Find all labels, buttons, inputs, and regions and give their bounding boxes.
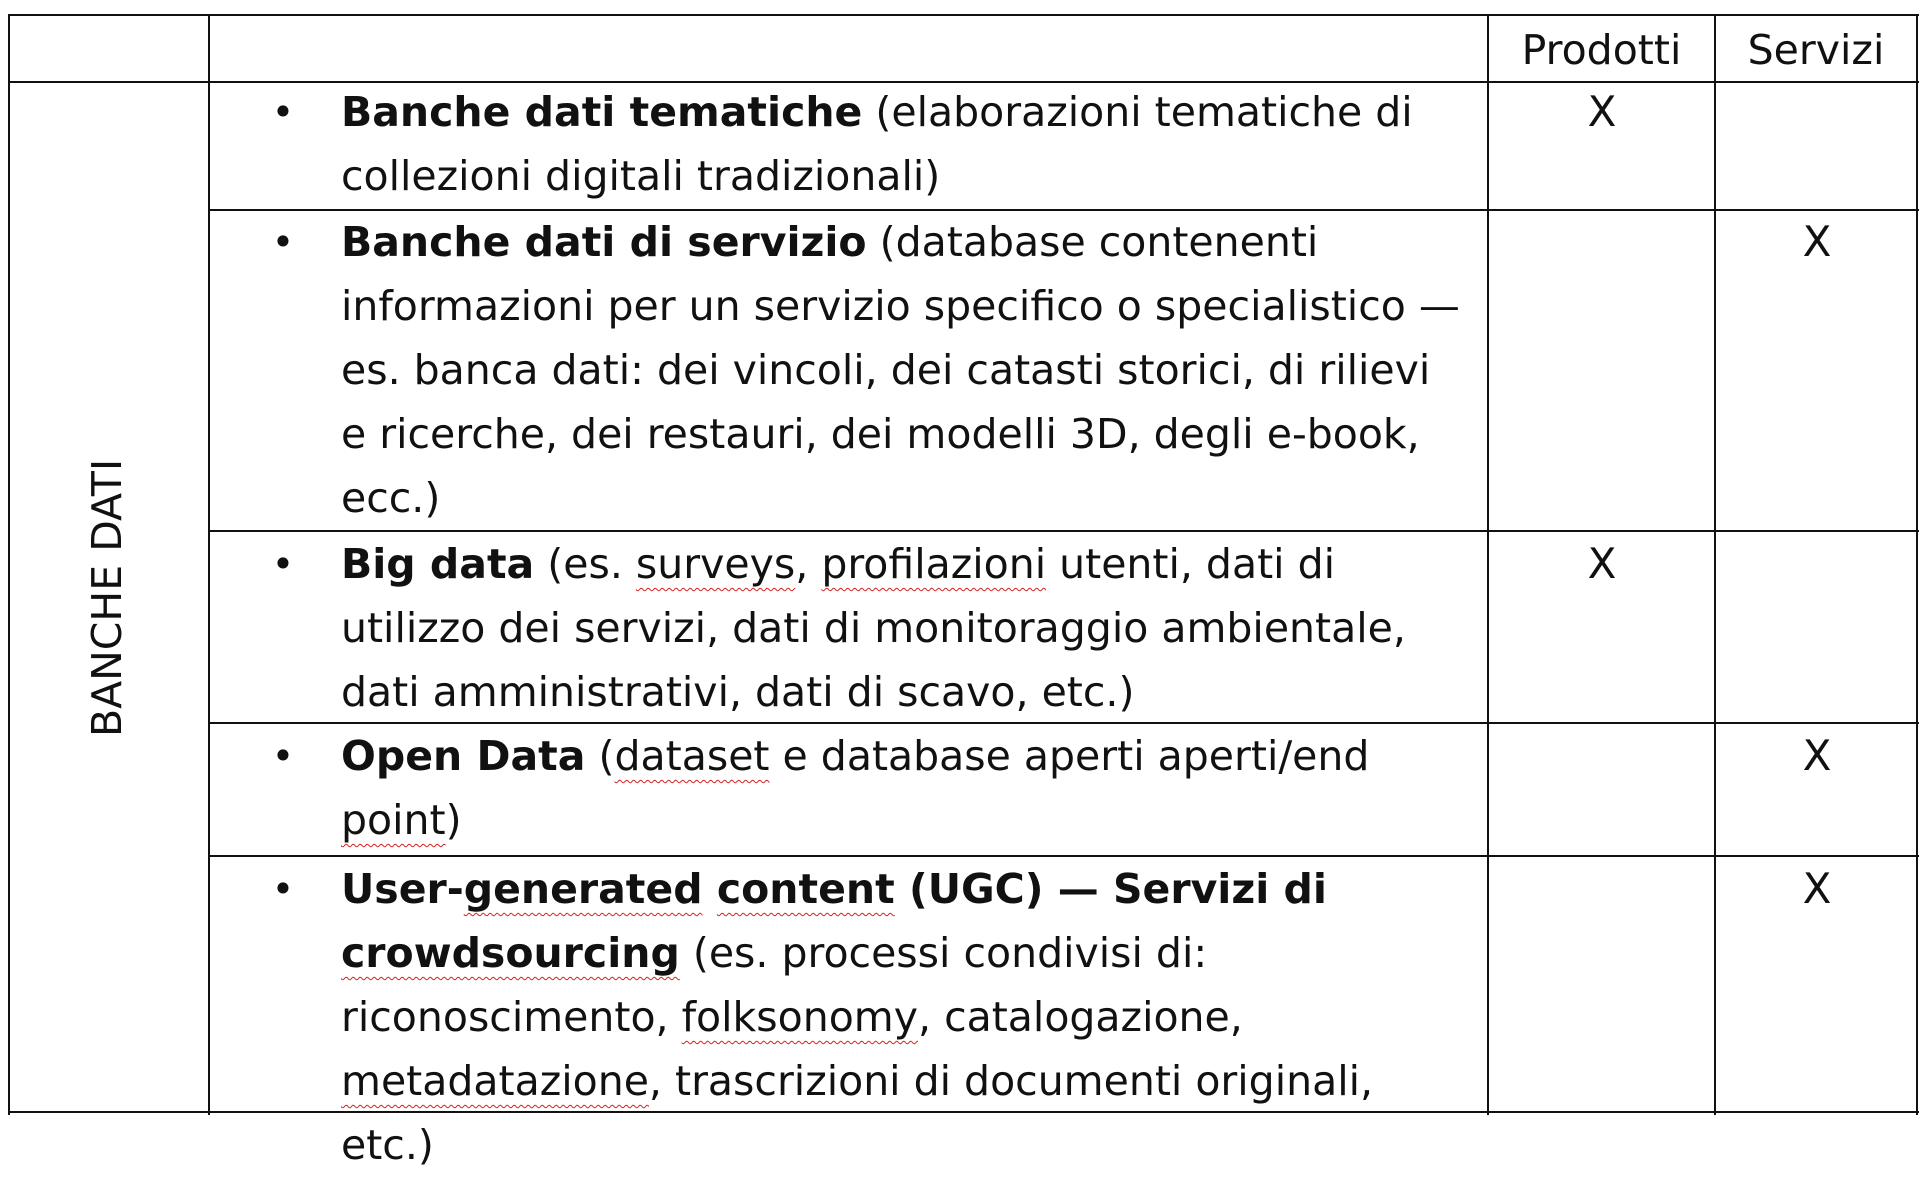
table-row [0, 210, 1921, 530]
table-row [0, 532, 1921, 722]
row-text: utenti, dati di utilizzo dei servizi, dati di monitoraggio ambientale, dati amministrativi, dati di scavo, etc.) [341, 540, 1406, 716]
spellcheck-word: metadatazione [341, 1057, 649, 1105]
spellcheck-word: folksonomy [681, 993, 918, 1041]
row-text: (database contenenti informazioni per un servizio specifico o specialistico — es. banca dati: dei vincoli, dei catasti storici, di rilievi e ricerche, dei restauri, dei modelli 3D, degli e-book, ecc.) [341, 218, 1460, 522]
row-title-text [703, 865, 717, 913]
row-description [341, 80, 1461, 208]
row-title: Banche dati tematiche [341, 88, 863, 136]
row-text: (es. processi condivisi di: riconoscimento, [341, 929, 1208, 1041]
spellcheck-word: dataset [614, 732, 770, 780]
row-description [341, 532, 1461, 724]
row-text: ( [585, 732, 615, 780]
bullet: • [271, 734, 295, 778]
row-title: Big data [341, 540, 535, 588]
bullet: • [271, 542, 295, 586]
spellcheck-word: surveys [635, 540, 796, 588]
table-row [0, 80, 1921, 209]
bullet: • [271, 90, 295, 134]
side-label-banche-dati: BANCHE DATI [83, 458, 131, 738]
row-description [341, 724, 1461, 852]
header-servizi: Servizi [1747, 26, 1885, 74]
row-text: e database aperti aperti/end [769, 732, 1370, 780]
row-title: Open Data [341, 732, 586, 780]
table-border-top [8, 14, 1919, 16]
header-prodotti: Prodotti [1521, 26, 1682, 74]
table-row [0, 857, 1921, 1169]
spellcheck-word: point [341, 796, 446, 844]
spellcheck-word: profilazioni [821, 540, 1047, 588]
servizi-mark: X [1802, 217, 1832, 266]
bullet: • [271, 867, 295, 911]
row-text: (es. [534, 540, 636, 588]
row-description [341, 210, 1461, 530]
prodotti-mark: X [1587, 539, 1617, 588]
row-title-text: (UGC) — Servizi di [894, 865, 1327, 913]
row-description [341, 857, 1461, 1177]
row-title: Banche dati di servizio [341, 218, 867, 266]
bullet: • [271, 220, 295, 264]
row-title-text: User- [341, 865, 464, 913]
spellcheck-word: content [716, 865, 895, 913]
row-text: (elaborazioni tematiche di collezioni digitali tradizionali) [341, 88, 1413, 200]
spellcheck-word: crowdsourcing [341, 929, 680, 977]
row-text: ) [445, 796, 462, 844]
prodotti-mark: X [1587, 87, 1617, 136]
row-text: , trascrizioni di documenti originali, etc.) [341, 1057, 1374, 1169]
table-row [0, 724, 1921, 855]
row-text: , catalogazione, [918, 993, 1243, 1041]
servizi-mark: X [1802, 864, 1832, 913]
servizi-mark: X [1802, 731, 1832, 780]
row-text: , [795, 540, 822, 588]
spellcheck-word: generated [463, 865, 703, 913]
